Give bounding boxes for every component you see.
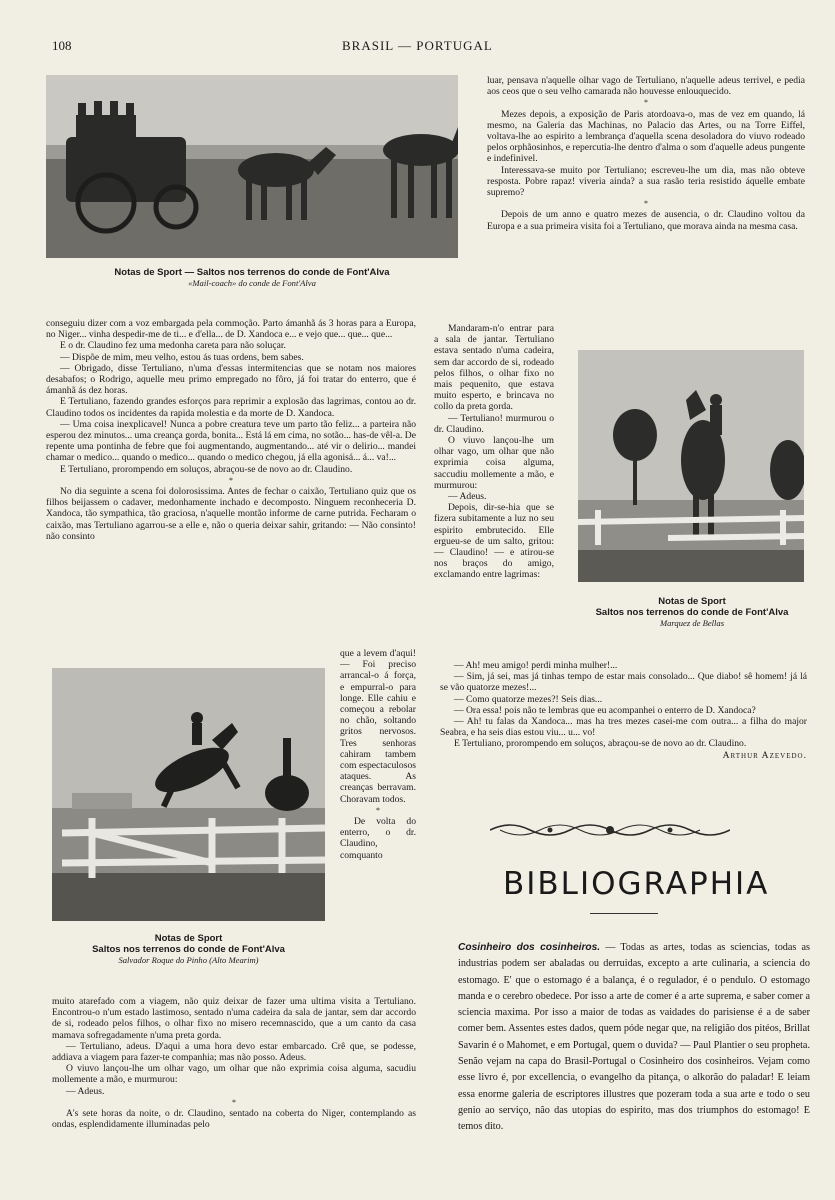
- paragraph: Mandaram-n'o entrar para a sala de jantar. Tertuliano estava sentado n'uma cadeira, sem dar accordo de si, rodeado pelos filhos, o olhar fixo no mais pequenito, que estava muito esperto, e brincava no collo da preta gorda.: [434, 323, 554, 413]
- caption-photo-2: [570, 596, 814, 629]
- page-number: 108: [52, 38, 72, 53]
- caption-photo-3: [52, 933, 325, 966]
- caption-title: Notas de Sport: [658, 596, 726, 607]
- paragraph: Mezes depois, a exposição de Paris atordoava-o, mas de vez em quando, lá mesmo, na Galeria das Machinas, no Palacio das Artes, ou na Torre Eiffel, voltava-lhe ao espirito a lembrança d'aquella scena desoladora do viuvo rodeado pelos orphãosinhos, e repercutia-lhe dentro d'alma o som d'aquelle adeus pungente e indefinivel.: [487, 108, 805, 165]
- photo-jump-salvador: [52, 668, 325, 921]
- paragraph: E o dr. Claudino fez uma medonha careta para não soluçar.: [60, 340, 286, 352]
- paragraph: conseguiu dizer com a voz embargada pela commoção. Parto ámanhã ás 3 horas para a Europa, no Niger... vinha despedir-me de ti... e d'ella... de D. Xandoca e... e vejo que... que... que...: [46, 318, 416, 341]
- paragraph: A's sete horas da noite, o dr. Claudino, sentado na coberta do Niger, contemplando as ondas, esplendidamente illuminadas pelo: [52, 1108, 416, 1131]
- paragraph: — Ora essa! pois não te lembras que eu acompanhei o enterro de D. Xandoca?: [454, 704, 756, 716]
- paragraph: luar, pensava n'aquelle olhar vago de Tertuliano, n'aquelle adeus terrivel, e pedia aos ceos que o seu velho camarada não houvesse enlouquecido.: [487, 75, 805, 98]
- paragraph: — Obrigado, disse Tertuliano, n'uma d'essas intermitencias que se notam nos maiores desabafos; o Rodrigo, aquelle meu primo empregado no fôro, já foi tratar do enterro, que é ámanhã ás dez horas.: [46, 362, 416, 397]
- left-column-top: [46, 318, 416, 542]
- left-column-bottom: [52, 996, 416, 1130]
- paragraph: E Tertuliano, prorompendo em soluços, abraçou-se de novo ao dr. Claudino.: [60, 463, 353, 475]
- caption-subtitle: Marquez de Bellas: [659, 618, 725, 628]
- paragraph: que a levem d'aqui! — Foi preciso arrancal-o á força, e empurral-o para longe. Elle cahiu e começou a rebolar no chão, soltando gritos nervosos. Tres senhoras cahiram tambem com espectaculosos ataques. As creanças berravam. Choravam todos.: [340, 648, 416, 805]
- paragraph: muito atarefado com a viagem, não quiz deixar de fazer uma ultima visita a Tertuliano. Encontrou-o n'um estado lastimoso, sentado n'uma cadeira da sala de jantar, sem dar accordo de si, rodeado pelos filhos, o olhar fixo no misero recemnascido, que a um canto da casa mamava sofregadamente n'uma preta gorda.: [52, 996, 416, 1041]
- photo-jump-bellas: [578, 350, 804, 582]
- paragraph: Interessava-se muito por Tertuliano; escreveu-lhe um dia, mas não obteve resposta. Pobre rapaz! viveria ainda? a sua rasão teria resistido áquelle embate supremo?: [487, 164, 805, 199]
- caption-title: Saltos nos terrenos do conde de Font'Alva: [595, 607, 789, 618]
- left-narrow-column: [340, 648, 416, 861]
- paragraph: — Dispõe de mim, meu velho, estou ás tuas ordens, bem sabes.: [60, 351, 304, 363]
- author-signature: Arthur Azevedo.: [722, 749, 807, 761]
- paragraph: Depois, dir-se-hia que se fizera subitamente a luz no seu espirito embrutecido. Elle ergueu-se de um salto, gritou: — Claudino! — e atirou-se nos braços do amigo, exclamando entre lagrimas:: [434, 502, 554, 581]
- caption-subtitle: Salvador Roque do Pinho (Alto Mearim): [118, 955, 259, 965]
- section-separator: *: [376, 805, 380, 815]
- paragraph: No dia seguinte a scena foi dolorosissima. Antes de fechar o caixão, Tertuliano quiz que os filhos beijassem o cadaver, medonhamente inchado e decomposto. Ninguem reconheceria D. Xandoca, tão sympathica, tão graciosa, n'aquelle montão informe de carne putrida. Fecharam o caixão, mas Tertuliano agarrou-se a elle e, não o queria deixar sahir, gritando: — Não consinto! não consinto: [46, 486, 416, 542]
- paragraph: E Tertuliano, prorompendo em soluços, abraçou-se de novo ao dr. Claudino.: [454, 738, 747, 750]
- decorative-ornament: [490, 818, 730, 847]
- book-title: Cosinheiro dos cosinheiros.: [458, 942, 601, 953]
- right-column-top: [487, 75, 805, 232]
- section-separator: *: [229, 475, 233, 485]
- section-separator: *: [644, 98, 648, 108]
- paragraph: — Tertuliano! murmurou o dr. Claudino.: [434, 412, 554, 435]
- caption-title: Notas de Sport — Saltos nos terrenos do conde de Font'Alva: [114, 267, 390, 278]
- review-text: — Todas as artes, todas as sciencias, todas as industrias podem ser abaladas ou derruidas, excepto a arte culinaria, a sciencia do estomago. E' que o estomago é a balança, é o regulador, é o pendulo. O estomago manda e o cerebro obedece. Por isso a arte de comer é a arte suprema, e saber comer a sciencia maxima. Por isso a maior de todas as vaidades do parisiense é a de saber comer bem. Assentes estes dados, quem póde negar que, na religião dos pitéos, Brillat Savarin é o Mahomet, e em Portugal, quem o duvida? — Paul Plantier o seu propheta. Senão vejam na capa do Brasil-Portugal o Cosinheiro dos cosinheiros. Vejam como esse livro é, por excellencia, o evangelho da pitança, o alkorão do paladar! E leiam essa enorme galeria de escriptores illustres que pozeram toda a sua arte e todo o seu genio ao serviço, não das utopias do espirito, mas dos triumphos do estomago! E temos dito.: [458, 942, 810, 1133]
- photo-mail-coach: [46, 75, 458, 258]
- paragraph: — Ah! tu falas da Xandoca... mas ha tres mezes casei-me com outra... a filha do major Seabra, e ha seis dias estou viu... u... vo!: [440, 716, 807, 739]
- paragraph: — Como quatorze mezes?! Seis dias...: [454, 693, 603, 705]
- bibliographia-review: [458, 940, 810, 1136]
- running-title: BRASIL — PORTUGAL: [342, 38, 493, 53]
- page-header: [52, 38, 812, 56]
- paragraph: — Sim, já sei, mas já tinhas tempo de estar mais consolado... Que diabo! sê homem! já lá se vão quatorze mezes!...: [440, 671, 807, 694]
- paragraph: — Uma coisa inexplicavel! Nunca a pobre creatura teve um parto tão feliz... a parteira não esperou dez minutos... uma creança gorda, bonita... Está lá em cima, no sotão... has-de vêl-a. De repente uma pontinha de febre que foi augmentando, augmentando... até vir o delirio... mandei chamar o medico... quando o medico... quando o medico chegou, já ella agonisá... á... va!...: [46, 418, 416, 464]
- paragraph: — Tertuliano, adeus. D'aqui a uma hora devo estar embarcado. Crê que, se podesse, addiava a viagem para fazer-te companhia; mas não posso. Adeus.: [52, 1040, 416, 1064]
- section-heading-bibliographia: BIBLIOGRAPHIA: [503, 866, 770, 902]
- paragraph: O viuvo lançou-lhe um olhar vago, um olhar que não exprimia coisa alguma, saccudiu mollemente a mão, e murmurou:: [434, 435, 554, 491]
- paragraph: De volta do enterro, o dr. Claudino, comquanto: [340, 816, 416, 861]
- paragraph: — Ah! meu amigo! perdi minha mulher!...: [454, 660, 618, 671]
- section-separator: *: [232, 1097, 236, 1107]
- paragraph: O viuvo lançou-lhe um olhar vago, um olhar que não exprimia coisa alguma, sacudiu mollemente a mão, e murmurou:: [52, 1063, 416, 1086]
- paragraph: E Tertuliano, fazendo grandes esforços para reprimir a explosão das lagrimas, contou ao dr. Claudino todos os incidentes da rapida molestia e da morte de D. Xandoca.: [46, 396, 416, 419]
- divider: [590, 913, 658, 914]
- caption-title: Notas de Sport: [154, 933, 223, 944]
- caption-subtitle: «Mail-coach» do conde de Font'Alva: [188, 278, 316, 288]
- section-separator: *: [644, 199, 648, 209]
- caption-title: Saltos nos terrenos do conde de Font'Alva: [92, 944, 285, 955]
- right-narrow-column: [434, 323, 554, 581]
- paragraph: — Adeus.: [448, 491, 487, 503]
- caption-photo-1: [46, 267, 458, 289]
- paragraph: — Adeus.: [66, 1085, 105, 1097]
- paragraph: Depois de um anno e quatro mezes de ausencia, o dr. Claudino voltou da Europa e a sua primeira visita foi a Tertuliano, que morava ainda na mesma casa.: [487, 209, 805, 232]
- right-column-bottom: [440, 660, 807, 761]
